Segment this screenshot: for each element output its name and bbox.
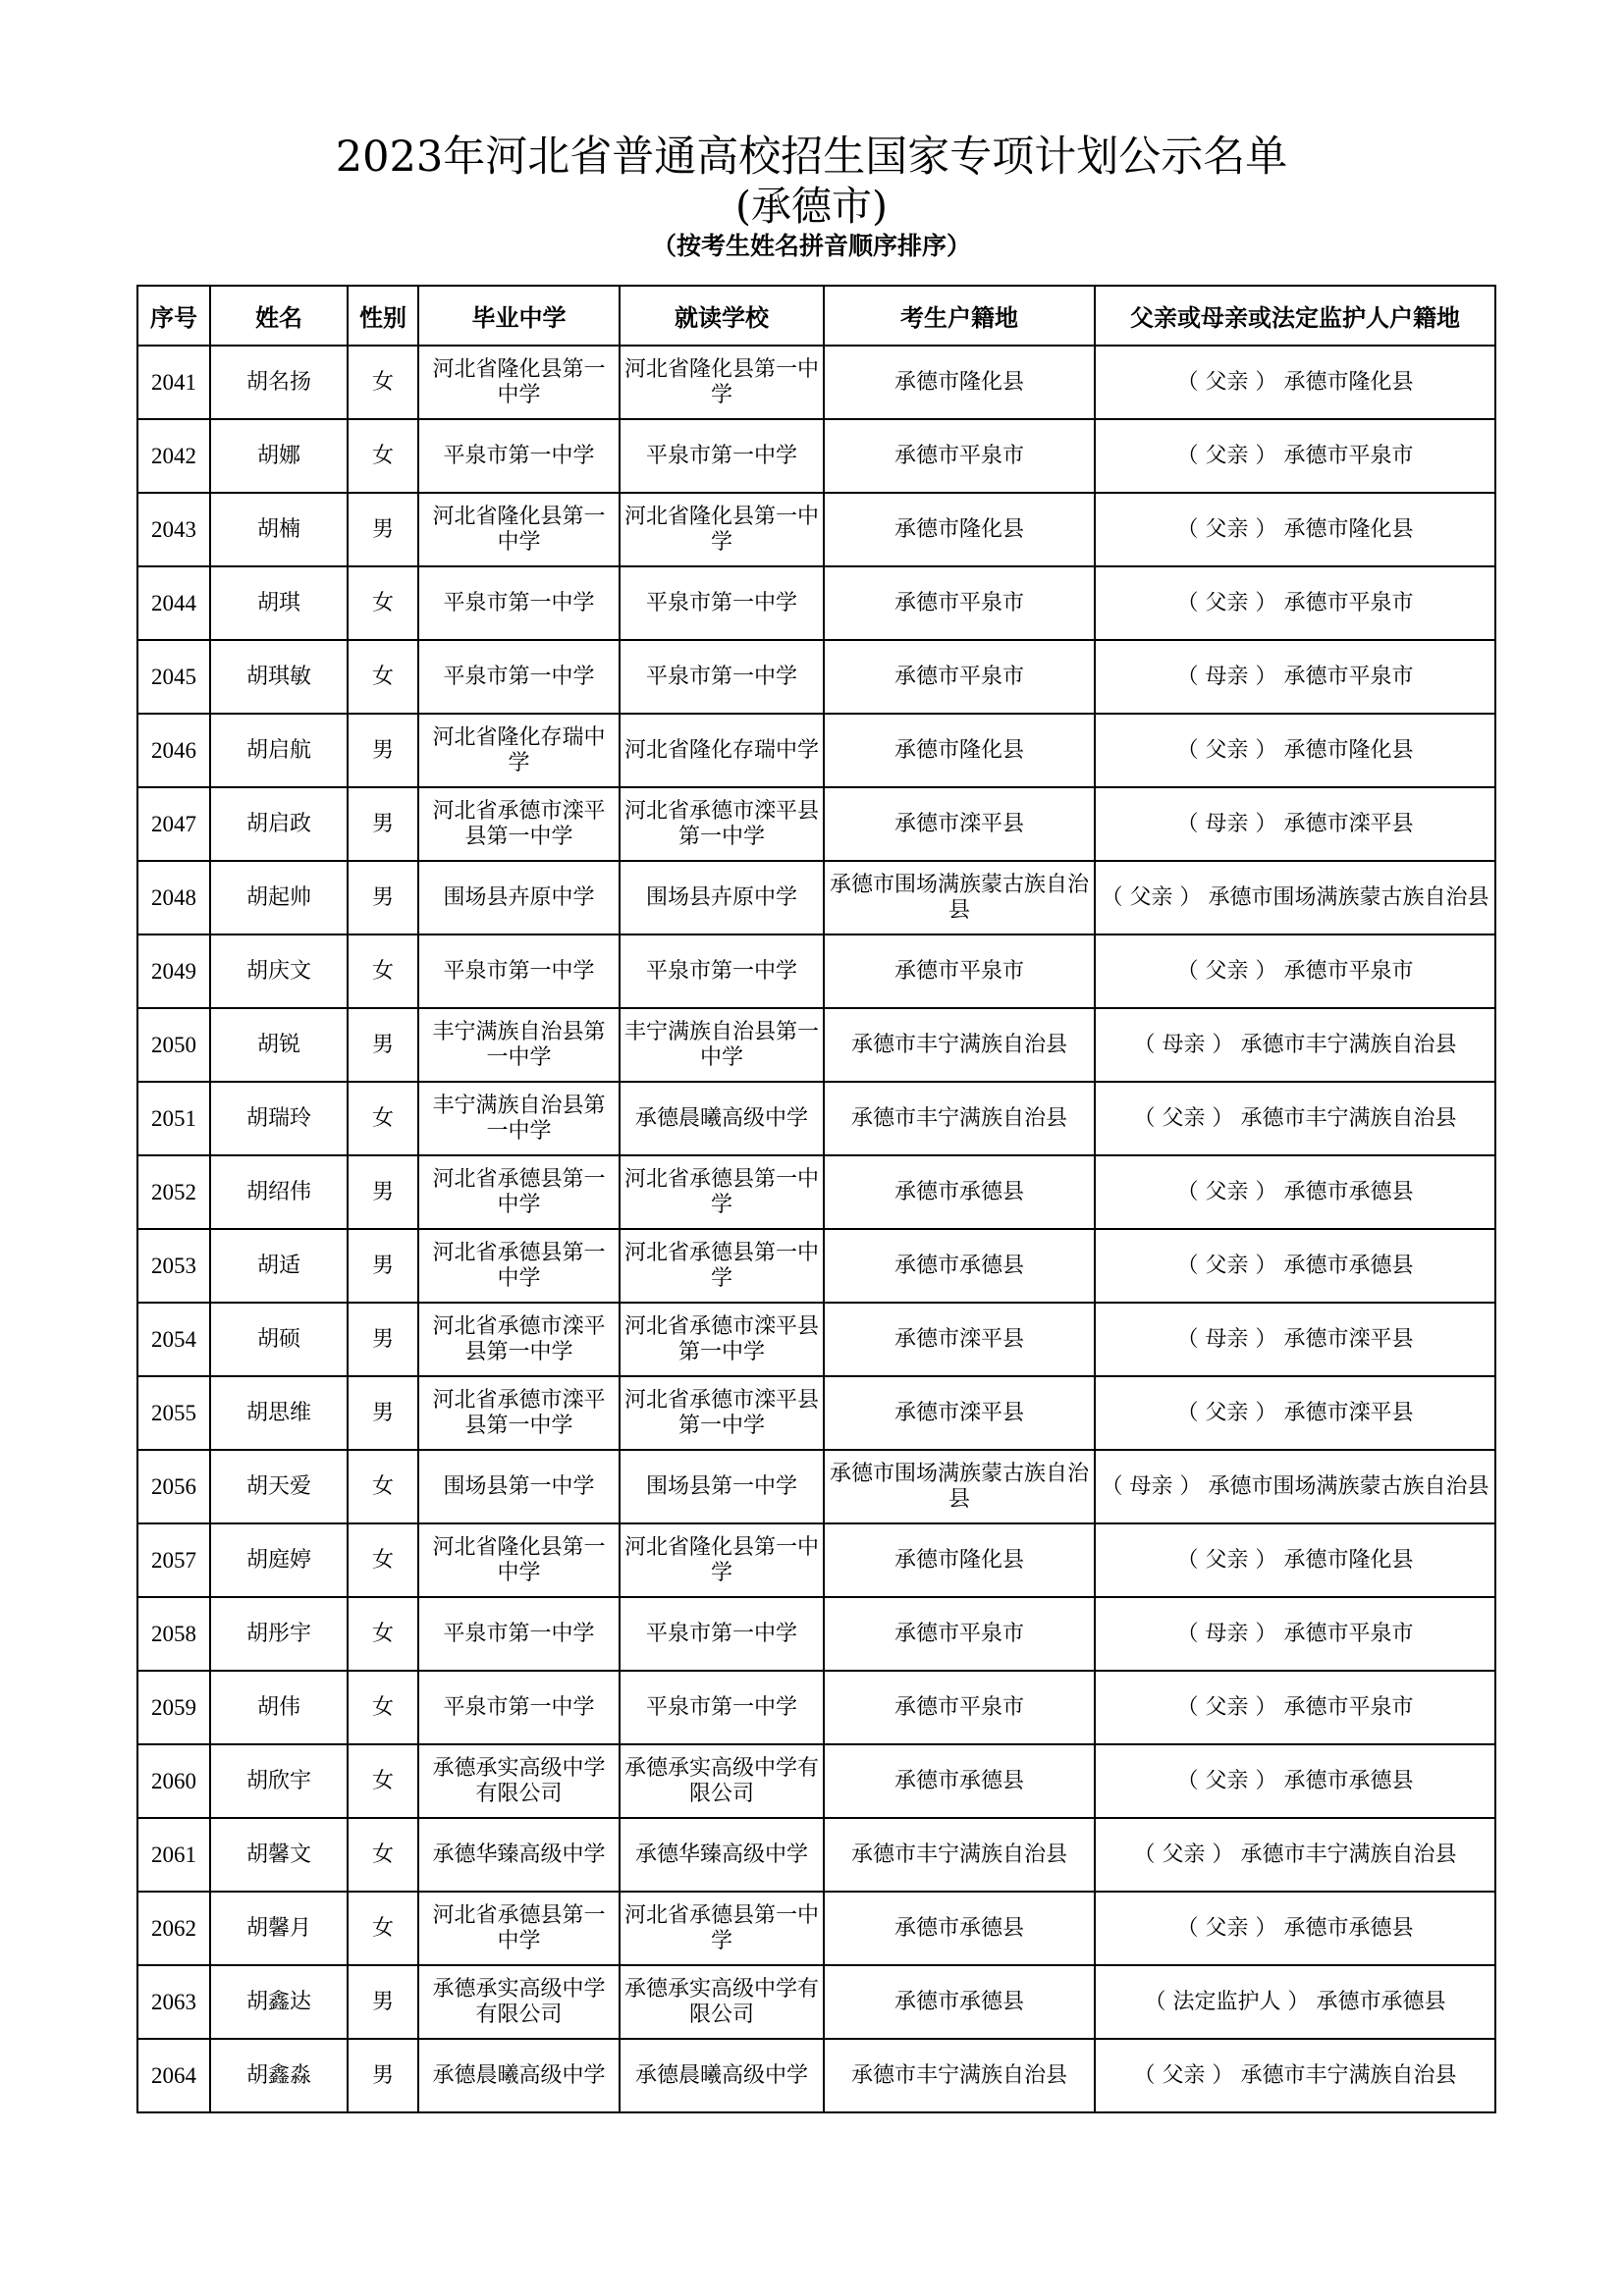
graduated-school-cell: 河北省隆化县第一中学	[418, 493, 620, 566]
gender-cell: 男	[348, 1965, 418, 2039]
household-registration-cell: 承德市滦平县	[824, 1303, 1095, 1376]
gender-cell: 男	[348, 1008, 418, 1082]
household-registration-cell: 承德市隆化县	[824, 714, 1095, 787]
current-school-cell: 河北省承德县第一中学	[620, 1892, 824, 1965]
guardian-registration-cell: （ 父亲 ） 承德市围场满族蒙古族自治县	[1095, 861, 1495, 934]
table-row	[137, 1523, 1495, 1597]
table-row	[137, 1450, 1495, 1523]
name-cell: 胡起帅	[210, 861, 348, 934]
header-index: 序号	[137, 286, 210, 346]
current-school-cell: 河北省承德市滦平县第一中学	[620, 1303, 824, 1376]
current-school-cell: 河北省隆化县第一中学	[620, 493, 824, 566]
table-row	[137, 1744, 1495, 1818]
name-cell: 胡锐	[210, 1008, 348, 1082]
table-row	[137, 1671, 1495, 1744]
name-cell: 胡鑫淼	[210, 2039, 348, 2112]
guardian-registration-cell: （ 父亲 ） 承德市承德县	[1095, 1892, 1495, 1965]
table-row	[137, 1892, 1495, 1965]
current-school-cell: 承德华臻高级中学	[620, 1818, 824, 1892]
index-cell: 2053	[137, 1229, 210, 1303]
name-cell: 胡娜	[210, 419, 348, 493]
name-cell: 胡伟	[210, 1671, 348, 1744]
household-registration-cell: 承德市承德县	[824, 1155, 1095, 1229]
household-registration-cell: 承德市丰宁满族自治县	[824, 1082, 1095, 1155]
graduated-school-cell: 河北省承德市滦平县第一中学	[418, 787, 620, 861]
table-row	[137, 640, 1495, 714]
graduated-school-cell: 河北省隆化县第一中学	[418, 346, 620, 419]
household-registration-cell: 承德市平泉市	[824, 1671, 1095, 1744]
name-cell: 胡馨文	[210, 1818, 348, 1892]
current-school-cell: 河北省隆化县第一中学	[620, 1523, 824, 1597]
index-cell: 2044	[137, 566, 210, 640]
name-cell: 胡庭婷	[210, 1523, 348, 1597]
index-cell: 2056	[137, 1450, 210, 1523]
graduated-school-cell: 平泉市第一中学	[418, 934, 620, 1008]
gender-cell: 男	[348, 861, 418, 934]
index-cell: 2041	[137, 346, 210, 419]
gender-cell: 女	[348, 1818, 418, 1892]
gender-cell: 女	[348, 934, 418, 1008]
current-school-cell: 平泉市第一中学	[620, 566, 824, 640]
index-cell: 2042	[137, 419, 210, 493]
gender-cell: 女	[348, 640, 418, 714]
household-registration-cell: 承德市承德县	[824, 1892, 1095, 1965]
guardian-registration-cell: （ 父亲 ） 承德市承德县	[1095, 1744, 1495, 1818]
name-cell: 胡庆文	[210, 934, 348, 1008]
guardian-registration-cell: （ 父亲 ） 承德市隆化县	[1095, 346, 1495, 419]
current-school-cell: 河北省承德县第一中学	[620, 1229, 824, 1303]
current-school-cell: 承德晨曦高级中学	[620, 1082, 824, 1155]
name-cell: 胡绍伟	[210, 1155, 348, 1229]
graduated-school-cell: 承德华臻高级中学	[418, 1818, 620, 1892]
current-school-cell: 河北省隆化存瑞中学	[620, 714, 824, 787]
list-table	[136, 285, 1496, 2113]
table-row	[137, 1376, 1495, 1450]
household-registration-cell: 承德市丰宁满族自治县	[824, 2039, 1095, 2112]
guardian-registration-cell: （ 母亲 ） 承德市滦平县	[1095, 787, 1495, 861]
graduated-school-cell: 河北省隆化县第一中学	[418, 1523, 620, 1597]
gender-cell: 男	[348, 1155, 418, 1229]
table-body	[137, 346, 1495, 2112]
guardian-registration-cell: （ 父亲 ） 承德市丰宁满族自治县	[1095, 1082, 1495, 1155]
household-registration-cell: 承德市平泉市	[824, 934, 1095, 1008]
table-row	[137, 493, 1495, 566]
name-cell: 胡欣宇	[210, 1744, 348, 1818]
table-row	[137, 1155, 1495, 1229]
current-school-cell: 丰宁满族自治县第一中学	[620, 1008, 824, 1082]
sort-note: （按考生姓名拼音顺序排序）	[651, 232, 971, 260]
graduated-school-cell: 河北省隆化存瑞中学	[418, 714, 620, 787]
gender-cell: 男	[348, 493, 418, 566]
graduated-school-cell: 围场县卉原中学	[418, 861, 620, 934]
index-cell: 2046	[137, 714, 210, 787]
current-school-cell: 河北省承德市滦平县第一中学	[620, 787, 824, 861]
guardian-registration-cell: （ 母亲 ） 承德市平泉市	[1095, 640, 1495, 714]
index-cell: 2061	[137, 1818, 210, 1892]
name-cell: 胡硕	[210, 1303, 348, 1376]
guardian-registration-cell: （ 父亲 ） 承德市平泉市	[1095, 934, 1495, 1008]
name-cell: 胡琪	[210, 566, 348, 640]
name-cell: 胡名扬	[210, 346, 348, 419]
gender-cell: 女	[348, 1671, 418, 1744]
graduated-school-cell: 河北省承德县第一中学	[418, 1229, 620, 1303]
table-row	[137, 566, 1495, 640]
guardian-registration-cell: （ 父亲 ） 承德市滦平县	[1095, 1376, 1495, 1450]
table-row	[137, 1965, 1495, 2039]
current-school-cell: 平泉市第一中学	[620, 640, 824, 714]
table-row	[137, 1229, 1495, 1303]
name-cell: 胡启航	[210, 714, 348, 787]
household-registration-cell: 承德市滦平县	[824, 1376, 1095, 1450]
name-cell: 胡楠	[210, 493, 348, 566]
graduated-school-cell: 平泉市第一中学	[418, 1597, 620, 1671]
index-cell: 2045	[137, 640, 210, 714]
guardian-registration-cell: （ 父亲 ） 承德市隆化县	[1095, 714, 1495, 787]
graduated-school-cell: 承德承实高级中学有限公司	[418, 1965, 620, 2039]
household-registration-cell: 承德市丰宁满族自治县	[824, 1008, 1095, 1082]
current-school-cell: 河北省隆化县第一中学	[620, 346, 824, 419]
household-registration-cell: 承德市围场满族蒙古族自治县	[824, 1450, 1095, 1523]
household-registration-cell: 承德市平泉市	[824, 1597, 1095, 1671]
header-current-school: 就读学校	[620, 286, 824, 346]
gender-cell: 女	[348, 1523, 418, 1597]
household-registration-cell: 承德市隆化县	[824, 346, 1095, 419]
current-school-cell: 围场县卉原中学	[620, 861, 824, 934]
page-title: 2023年河北省普通高校招生国家专项计划公示名单	[335, 133, 1288, 182]
table-row	[137, 419, 1495, 493]
current-school-cell: 平泉市第一中学	[620, 419, 824, 493]
guardian-registration-cell: （ 母亲 ） 承德市围场满族蒙古族自治县	[1095, 1450, 1495, 1523]
name-cell: 胡彤宇	[210, 1597, 348, 1671]
index-cell: 2055	[137, 1376, 210, 1450]
guardian-registration-cell: （ 父亲 ） 承德市丰宁满族自治县	[1095, 1818, 1495, 1892]
table-row	[137, 2039, 1495, 2112]
guardian-registration-cell: （ 母亲 ） 承德市丰宁满族自治县	[1095, 1008, 1495, 1082]
graduated-school-cell: 河北省承德市滦平县第一中学	[418, 1303, 620, 1376]
table-row	[137, 1082, 1495, 1155]
table-header-row	[137, 286, 1495, 346]
household-registration-cell: 承德市隆化县	[824, 1523, 1095, 1597]
guardian-registration-cell: （ 父亲 ） 承德市平泉市	[1095, 566, 1495, 640]
gender-cell: 女	[348, 1892, 418, 1965]
table-row	[137, 861, 1495, 934]
guardian-registration-cell: （ 父亲 ） 承德市隆化县	[1095, 1523, 1495, 1597]
guardian-registration-cell: （ 法定监护人 ） 承德市承德县	[1095, 1965, 1495, 2039]
current-school-cell: 平泉市第一中学	[620, 934, 824, 1008]
index-cell: 2052	[137, 1155, 210, 1229]
graduated-school-cell: 河北省承德县第一中学	[418, 1892, 620, 1965]
gender-cell: 男	[348, 2039, 418, 2112]
gender-cell: 女	[348, 1744, 418, 1818]
name-cell: 胡适	[210, 1229, 348, 1303]
name-cell: 胡琪敏	[210, 640, 348, 714]
name-cell: 胡瑞玲	[210, 1082, 348, 1155]
table-row	[137, 1597, 1495, 1671]
name-cell: 胡思维	[210, 1376, 348, 1450]
graduated-school-cell: 河北省承德县第一中学	[418, 1155, 620, 1229]
current-school-cell: 河北省承德县第一中学	[620, 1155, 824, 1229]
gender-cell: 男	[348, 1376, 418, 1450]
household-registration-cell: 承德市滦平县	[824, 787, 1095, 861]
index-cell: 2059	[137, 1671, 210, 1744]
current-school-cell: 平泉市第一中学	[620, 1597, 824, 1671]
name-cell: 胡鑫达	[210, 1965, 348, 2039]
current-school-cell: 承德承实高级中学有限公司	[620, 1965, 824, 2039]
table-row	[137, 714, 1495, 787]
graduated-school-cell: 承德承实高级中学有限公司	[418, 1744, 620, 1818]
household-registration-cell: 承德市围场满族蒙古族自治县	[824, 861, 1095, 934]
index-cell: 2050	[137, 1008, 210, 1082]
household-registration-cell: 承德市隆化县	[824, 493, 1095, 566]
index-cell: 2057	[137, 1523, 210, 1597]
graduated-school-cell: 丰宁满族自治县第一中学	[418, 1008, 620, 1082]
guardian-registration-cell: （ 母亲 ） 承德市滦平县	[1095, 1303, 1495, 1376]
index-cell: 2047	[137, 787, 210, 861]
table-row	[137, 787, 1495, 861]
graduated-school-cell: 河北省承德市滦平县第一中学	[418, 1376, 620, 1450]
table-row	[137, 1818, 1495, 1892]
gender-cell: 女	[348, 566, 418, 640]
gender-cell: 女	[348, 1450, 418, 1523]
gender-cell: 男	[348, 714, 418, 787]
guardian-registration-cell: （ 父亲 ） 承德市丰宁满族自治县	[1095, 2039, 1495, 2112]
current-school-cell: 河北省承德市滦平县第一中学	[620, 1376, 824, 1450]
household-registration-cell: 承德市承德县	[824, 1229, 1095, 1303]
index-cell: 2058	[137, 1597, 210, 1671]
name-cell: 胡天爱	[210, 1450, 348, 1523]
current-school-cell: 承德承实高级中学有限公司	[620, 1744, 824, 1818]
gender-cell: 男	[348, 1229, 418, 1303]
gender-cell: 男	[348, 1303, 418, 1376]
index-cell: 2060	[137, 1744, 210, 1818]
table-row	[137, 1303, 1495, 1376]
graduated-school-cell: 围场县第一中学	[418, 1450, 620, 1523]
household-registration-cell: 承德市承德县	[824, 1744, 1095, 1818]
current-school-cell: 平泉市第一中学	[620, 1671, 824, 1744]
household-registration-cell: 承德市平泉市	[824, 566, 1095, 640]
gender-cell: 女	[348, 419, 418, 493]
header-gender: 性别	[348, 286, 418, 346]
gender-cell: 女	[348, 1082, 418, 1155]
guardian-registration-cell: （ 父亲 ） 承德市承德县	[1095, 1229, 1495, 1303]
graduated-school-cell: 平泉市第一中学	[418, 640, 620, 714]
gender-cell: 女	[348, 346, 418, 419]
index-cell: 2051	[137, 1082, 210, 1155]
graduated-school-cell: 平泉市第一中学	[418, 419, 620, 493]
graduated-school-cell: 丰宁满族自治县第一中学	[418, 1082, 620, 1155]
graduated-school-cell: 平泉市第一中学	[418, 1671, 620, 1744]
table-row	[137, 346, 1495, 419]
header-graduated-school: 毕业中学	[418, 286, 620, 346]
index-cell: 2064	[137, 2039, 210, 2112]
index-cell: 2063	[137, 1965, 210, 2039]
guardian-registration-cell: （ 父亲 ） 承德市承德县	[1095, 1155, 1495, 1229]
table-row	[137, 934, 1495, 1008]
graduated-school-cell: 平泉市第一中学	[418, 566, 620, 640]
current-school-cell: 承德晨曦高级中学	[620, 2039, 824, 2112]
guardian-registration-cell: （ 母亲 ） 承德市平泉市	[1095, 1597, 1495, 1671]
gender-cell: 女	[348, 1597, 418, 1671]
guardian-registration-cell: （ 父亲 ） 承德市平泉市	[1095, 1671, 1495, 1744]
household-registration-cell: 承德市平泉市	[824, 640, 1095, 714]
name-cell: 胡馨月	[210, 1892, 348, 1965]
household-registration-cell: 承德市丰宁满族自治县	[824, 1818, 1095, 1892]
household-registration-cell: 承德市承德县	[824, 1965, 1095, 2039]
current-school-cell: 围场县第一中学	[620, 1450, 824, 1523]
name-cell: 胡启政	[210, 787, 348, 861]
header-guardian-registration: 父亲或母亲或法定监护人户籍地	[1095, 286, 1495, 346]
household-registration-cell: 承德市平泉市	[824, 419, 1095, 493]
table-row	[137, 1008, 1495, 1082]
page-subtitle: (承德市)	[735, 183, 888, 230]
guardian-registration-cell: （ 父亲 ） 承德市隆化县	[1095, 493, 1495, 566]
guardian-registration-cell: （ 父亲 ） 承德市平泉市	[1095, 419, 1495, 493]
index-cell: 2062	[137, 1892, 210, 1965]
index-cell: 2054	[137, 1303, 210, 1376]
gender-cell: 男	[348, 787, 418, 861]
index-cell: 2049	[137, 934, 210, 1008]
index-cell: 2043	[137, 493, 210, 566]
index-cell: 2048	[137, 861, 210, 934]
graduated-school-cell: 承德晨曦高级中学	[418, 2039, 620, 2112]
header-household-registration: 考生户籍地	[824, 286, 1095, 346]
header-name: 姓名	[210, 286, 348, 346]
